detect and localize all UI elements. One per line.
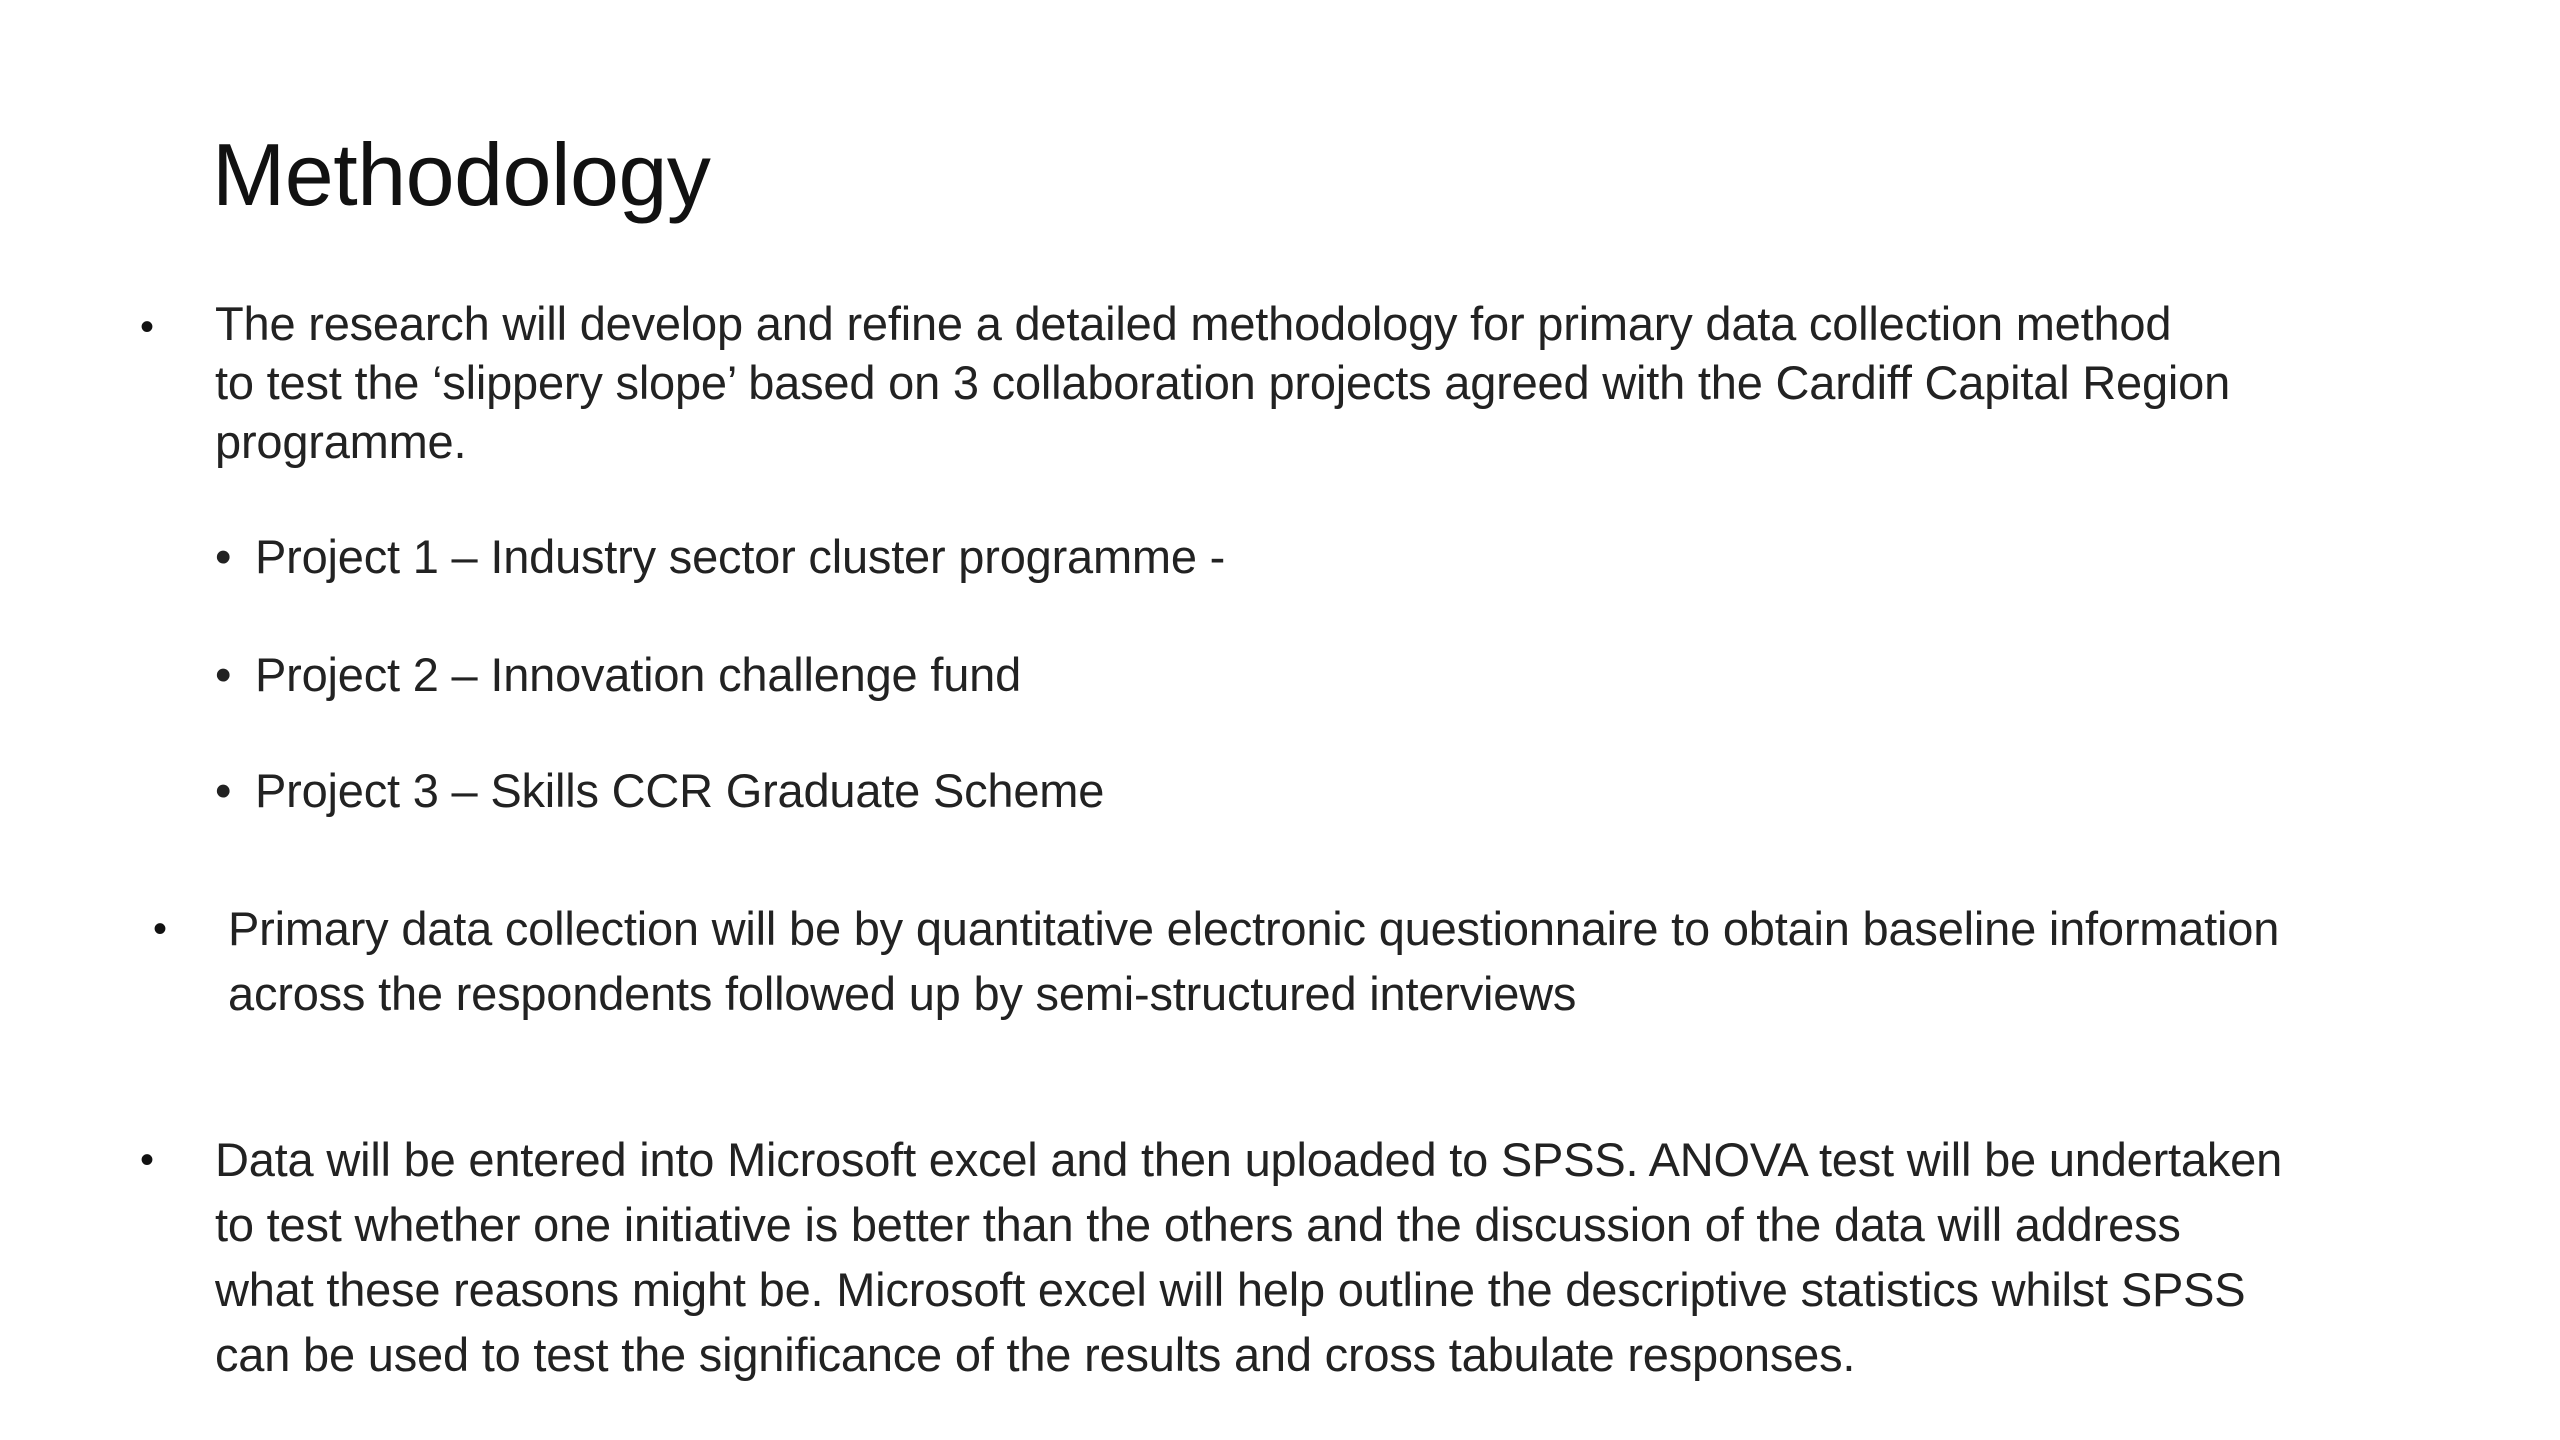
sub-bullet-marker: •	[215, 764, 232, 817]
sub-bullet-marker: •	[215, 530, 232, 583]
project-item	[215, 646, 1021, 704]
text-line: Data will be entered into Microsoft excel and then uploaded to SPSS. ANOVA test will be undertaken	[215, 1133, 2283, 1186]
project-item	[215, 762, 1104, 820]
text-line: to test the ‘slippery slope’ based on 3 collaboration projects agreed with the Cardiff Capital Region	[215, 356, 2231, 409]
slide-title: Methodology	[212, 125, 711, 224]
project-label: Project 2 – Innovation challenge fund	[255, 648, 1022, 701]
sub-bullet-marker: •	[215, 648, 232, 701]
project-label: Project 1 – Industry sector cluster programme -	[255, 530, 1226, 583]
bullet-text-primary-data	[228, 896, 2279, 1026]
bullet-marker: •	[140, 1138, 155, 1182]
text-line: can be used to test the significance of the results and cross tabulate responses.	[215, 1328, 1856, 1381]
text-line: programme.	[215, 415, 467, 468]
text-line: what these reasons might be. Microsoft excel will help outline the descriptive statistics whilst SPSS	[215, 1263, 2246, 1316]
text-line: The research will develop and refine a detailed methodology for primary data collection method	[215, 297, 2172, 350]
project-item	[215, 528, 1225, 586]
bullet-marker: •	[153, 907, 168, 951]
text-line: across the respondents followed up by semi-structured interviews	[228, 967, 1577, 1020]
bullet-text-data-analysis	[215, 1127, 2282, 1387]
text-line: Primary data collection will be by quantitative electronic questionnaire to obtain baseline information	[228, 902, 2280, 955]
bullet-text-research	[215, 294, 2230, 471]
text-line: to test whether one initiative is better than the others and the discussion of the data will address	[215, 1198, 2181, 1251]
bullet-marker: •	[140, 305, 155, 349]
project-label: Project 3 – Skills CCR Graduate Scheme	[255, 764, 1105, 817]
